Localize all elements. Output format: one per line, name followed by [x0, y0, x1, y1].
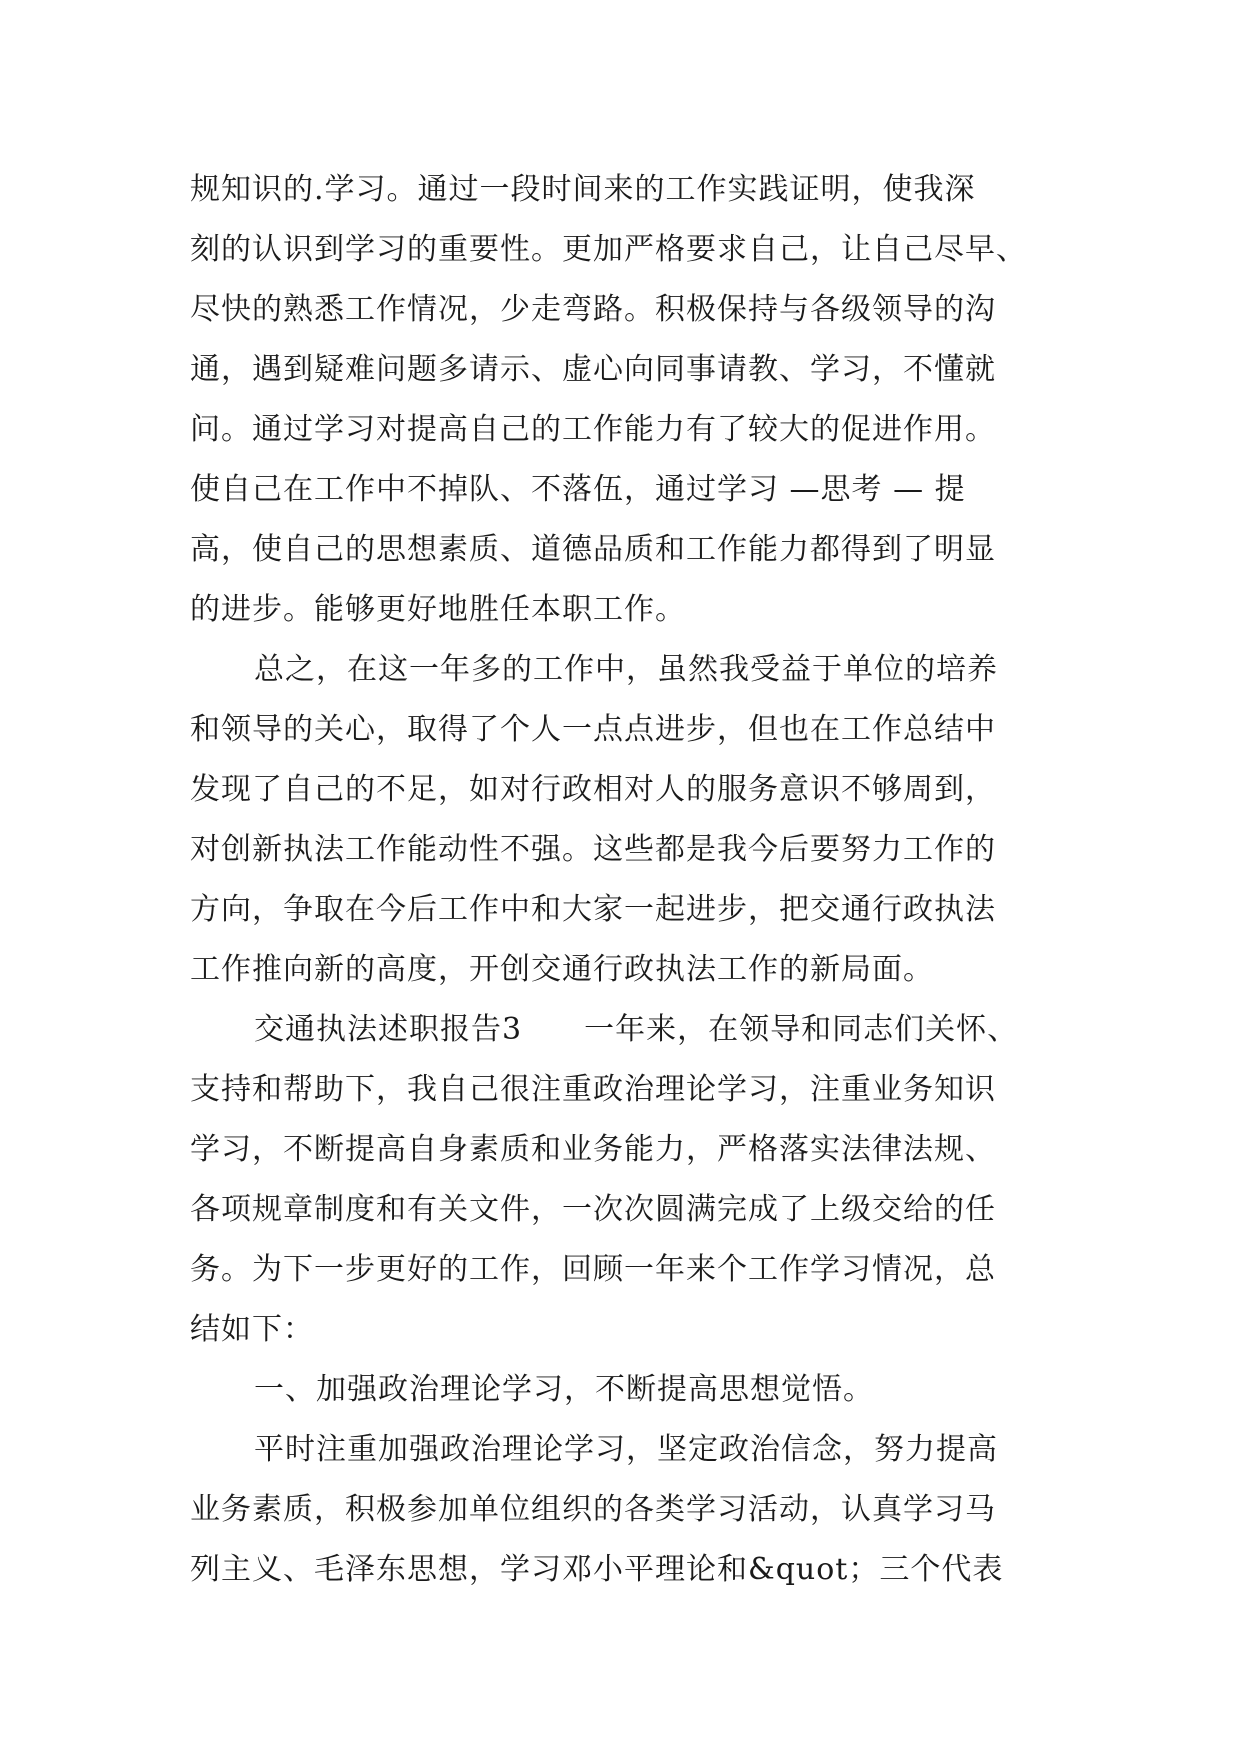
text-line: 结如下：	[190, 1312, 314, 1347]
paragraph-start-line: 平时注重加强政治理论学习，坚定政治信念，努力提高	[254, 1432, 998, 1467]
paragraph-start-line: 交通执法述职报告3 一年来，在领导和同志们关怀、	[254, 1012, 1019, 1047]
document-body	[190, 160, 1050, 1600]
text-line: 问。通过学习对提高自己的工作能力有了较大的促进作用。	[190, 412, 996, 447]
text-line: 支持和帮助下，我自己很注重政治理论学习，注重业务知识	[190, 1072, 996, 1107]
text-line: 刻的认识到学习的重要性。更加严格要求自己，让自己尽早、	[190, 232, 1027, 267]
text-line: 使自己在工作中不掉队、不落伍，通过学习 —思考 — 提	[190, 472, 966, 507]
text-line: 和领导的关心，取得了个人一点点进步，但也在工作总结中	[190, 712, 996, 747]
text-line: 业务素质，积极参加单位组织的各类学习活动，认真学习马	[190, 1492, 996, 1527]
text-line: 规知识的.学习。通过一段时间来的工作实践证明，使我深	[190, 172, 976, 207]
text-line: 对创新执法工作能动性不强。这些都是我今后要努力工作的	[190, 832, 996, 867]
text-line: 的进步。能够更好地胜任本职工作。	[190, 592, 686, 627]
text-line: 各项规章制度和有关文件，一次次圆满完成了上级交给的任	[190, 1192, 996, 1227]
text-line: 高，使自己的思想素质、道德品质和工作能力都得到了明显	[190, 532, 996, 567]
text-line: 列主义、毛泽东思想，学习邓小平理论和&quot；三个代表	[190, 1552, 1004, 1587]
section-heading: 一、加强政治理论学习，不断提高思想觉悟。	[254, 1372, 874, 1407]
text-line: 工作推向新的高度，开创交通行政执法工作的新局面。	[190, 952, 934, 987]
text-line: 务。为下一步更好的工作，回顾一年来个工作学习情况，总	[190, 1252, 996, 1287]
paragraph-start-line: 总之，在这一年多的工作中，虽然我受益于单位的培养	[254, 652, 998, 687]
text-line: 方向，争取在今后工作中和大家一起进步，把交通行政执法	[190, 892, 996, 927]
text-line: 通，遇到疑难问题多请示、虚心向同事请教、学习，不懂就	[190, 352, 996, 387]
text-line: 发现了自己的不足，如对行政相对人的服务意识不够周到，	[190, 772, 996, 807]
text-line: 学习，不断提高自身素质和业务能力，严格落实法律法规、	[190, 1132, 996, 1167]
text-line: 尽快的熟悉工作情况，少走弯路。积极保持与各级领导的沟	[190, 292, 996, 327]
